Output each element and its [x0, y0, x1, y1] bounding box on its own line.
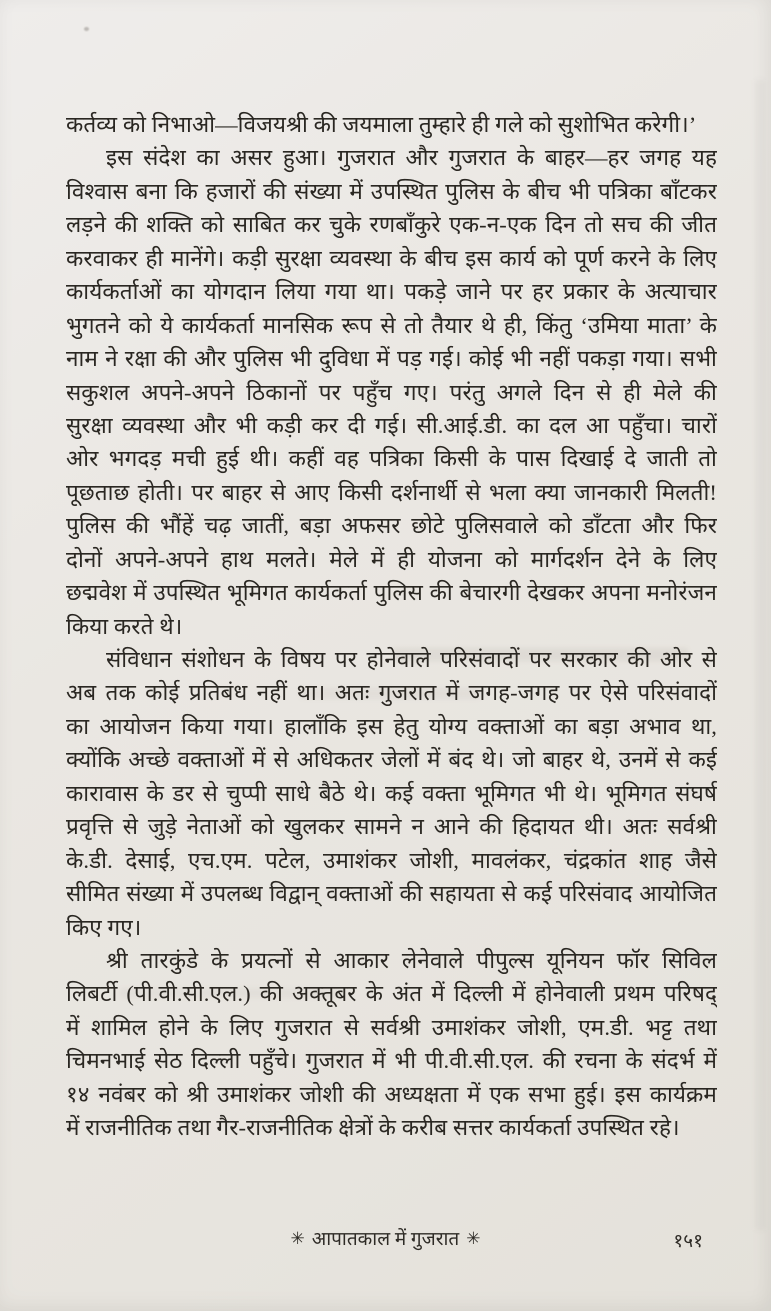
text-line: पुलिस की भौंहें चढ़ जातीं, बड़ा अफसर छोटे पुलिसवाले को डाँटता और फिर	[66, 513, 717, 539]
text-line: अब तक कोई प्रतिबंध नहीं था। अतः गुजरात में जगह-जगह पर ऐसे परिसंवादों	[66, 680, 717, 706]
ornament-asterisk-icon: ✳	[466, 1229, 481, 1248]
text-line: संविधान संशोधन के विषय पर होनेवाले परिसंवादों पर सरकार की ओर से	[106, 647, 717, 672]
text-line: विश्वास बना कि हजारों की संख्या में उपस्थित पुलिस के बीच भी पत्रिका बाँटकर	[66, 178, 717, 204]
running-title	[0, 1227, 771, 1253]
text-line: १४ नवंबर को श्री उमाशंकर जोशी की अध्यक्षता में एक सभा हुई। इस कार्यक्रम	[66, 1081, 717, 1107]
text-line: क्योंकि अच्छे वक्ताओं में से अधिकतर जेलों में बंद थे। जो बाहर थे, उनमें से कई	[66, 747, 717, 773]
text-line: पूछताछ होती। पर बाहर से आए किसी दर्शनार्थी से भला क्या जानकारी मिलती!	[66, 479, 717, 505]
text-line: नाम ने रक्षा की और पुलिस भी दुविधा में पड़ गई। कोई भी नहीं पकड़ा गया। सभी	[66, 346, 717, 372]
text-line: किया करते थे।	[66, 613, 183, 639]
text-line: में शामिल होने के लिए गुजरात से सर्वश्री उमाशंकर जोशी, एम.डी. भट्ट तथा	[66, 1014, 717, 1040]
text-line: दोनों अपने-अपने हाथ मलते। मेले में ही योजना को मार्गदर्शन देने के लिए	[66, 546, 717, 572]
text-line: के.डी. देसाई, एच.एम. पटेल, उमाशंकर जोशी, मावलंकर, चंद्रकांत शाह जैसे	[66, 847, 717, 873]
text-line: श्री तारकुंडे के प्रयत्नों से आकार लेनेवाले पीपुल्स यूनियन फॉर सिविल	[106, 947, 717, 973]
text-line: करवाकर ही मानेंगे। कड़ी सुरक्षा व्यवस्था के बीच इस कार्य को पूर्ण करने के लिए	[66, 245, 717, 271]
paper-speck	[84, 27, 89, 31]
text-line: लड़ने की शक्ति को साबित कर चुके रणबाँकुरे एक-न-एक दिन तो सच की जीत	[66, 212, 717, 238]
ornament-asterisk-icon: ✳	[290, 1229, 305, 1248]
text-line: कर्तव्य को निभाओ—विजयश्री की जयमाला तुम्हारे ही गले को सुशोभित करेगी।’	[66, 112, 697, 137]
text-line: कारावास के डर से चुप्पी साधे बैठे थे। कई वक्ता भूमिगत भी थे। भूमिगत संघर्ष	[66, 780, 717, 806]
text-line: सुरक्षा व्यवस्था और भी कड़ी कर दी गई। सी.आई.डी. का दल आ पहुँचा। चारों	[66, 412, 717, 438]
text-line: भुगतने को ये कार्यकर्ता मानसिक रूप से तो तैयार थे ही, किंतु ‘उमिया माता’ के	[66, 312, 717, 338]
running-title-text: आपातकाल में गुजरात	[311, 1229, 460, 1250]
page-edge-shadow	[755, 80, 765, 1230]
text-line: प्रवृत्ति से जुड़े नेताओं को खुलकर सामने न आने की हिदायत थी। अतः सर्वश्री	[66, 814, 717, 840]
text-line: चिमनभाई सेठ दिल्ली पहुँचे। गुजरात में भी पी.वी.सी.एल. की रचना के संदर्भ में	[66, 1048, 717, 1074]
text-line: ओर भगदड़ मची हुई थी। कहीं वह पत्रिका किसी के पास दिखाई दे जाती तो	[66, 446, 717, 472]
text-line: का आयोजन किया गया। हालाँकि इस हेतु योग्य वक्ताओं का बड़ा अभाव था,	[66, 713, 717, 739]
text-line: सीमित संख्या में उपलब्ध विद्वान् वक्ताओं की सहायता से कई परिसंवाद आयोजित	[66, 881, 717, 907]
text-line: इस संदेश का असर हुआ। गुजरात और गुजरात के बाहर—हर जगह यह	[106, 145, 717, 171]
page-number: १५१	[673, 1231, 703, 1252]
text-line: में राजनीतिक तथा गैर-राजनीतिक क्षेत्रों के करीब सत्तर कार्यकर्ता उपस्थित रहे।	[66, 1115, 680, 1141]
text-block	[66, 108, 717, 1145]
text-line: किए गए।	[66, 914, 142, 940]
text-line: छद्मवेश में उपस्थित भूमिगत कार्यकर्ता पुलिस की बेचारगी देखकर अपना मनोरंजन	[66, 580, 717, 606]
text-line: लिबर्टी (पी.वी.सी.एल.) की अक्तूबर के अंत में दिल्ली में होनेवाली प्रथम परिषद्	[66, 981, 717, 1007]
text-line: सकुशल अपने-अपने ठिकानों पर पहुँच गए। परंतु अगले दिन से ही मेले की	[66, 379, 717, 405]
text-line: कार्यकर्ताओं का योगदान लिया गया था। पकड़े जाने पर हर प्रकार के अत्याचार	[66, 279, 717, 305]
